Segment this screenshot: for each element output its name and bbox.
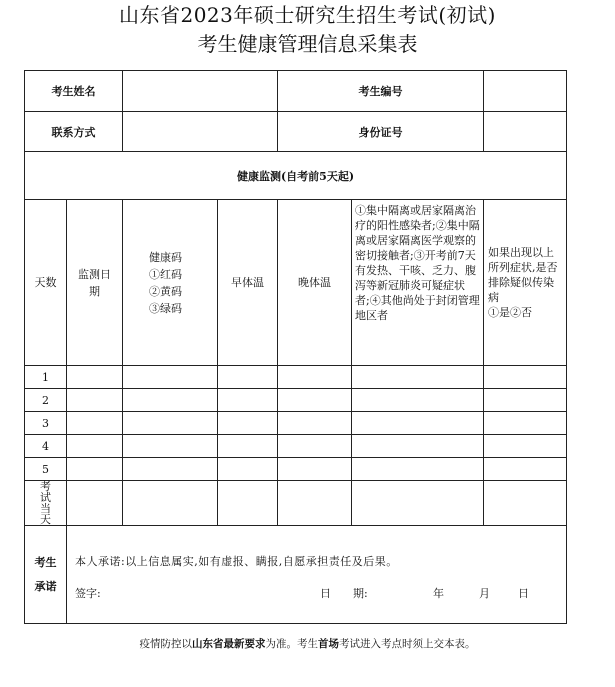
morning-temp-cell[interactable] — [218, 389, 278, 412]
exam-no-label: 考生编号 — [278, 71, 484, 112]
footer-note — [0, 636, 615, 651]
morning-temp-cell[interactable] — [218, 435, 278, 458]
row-day-label: 4 — [25, 435, 67, 458]
footer-text: 为准。考生 — [265, 638, 318, 650]
date-cell[interactable] — [67, 481, 123, 526]
contact-label: 联系方式 — [25, 112, 123, 152]
evening-temp-cell[interactable] — [278, 412, 352, 435]
status-cell[interactable] — [352, 435, 484, 458]
health-code-cell[interactable] — [123, 435, 218, 458]
health-info-table — [24, 70, 567, 624]
footer-text: 考试进入考点时须上交本表。 — [339, 638, 476, 650]
health-code-cell[interactable] — [123, 389, 218, 412]
health-code-cell[interactable] — [123, 458, 218, 481]
col-evening-temp: 晚体温 — [278, 200, 352, 366]
health-code-cell[interactable] — [123, 481, 218, 526]
col-morning-temp: 早体温 — [218, 200, 278, 366]
evening-temp-cell[interactable] — [278, 389, 352, 412]
row-day-label: 5 — [25, 458, 67, 481]
day-label: 日 — [518, 586, 529, 600]
morning-temp-cell[interactable] — [218, 412, 278, 435]
footer-emphasis: 首场 — [318, 638, 339, 650]
year-label: 年 — [433, 586, 444, 600]
symptoms-cell[interactable] — [484, 458, 567, 481]
footer-emphasis: 山东省最新要求 — [192, 638, 266, 650]
id-no-label: 身份证号 — [278, 112, 484, 152]
health-code-cell[interactable] — [123, 366, 218, 389]
id-no-field[interactable] — [484, 112, 567, 152]
status-cell[interactable] — [352, 458, 484, 481]
exam-no-field[interactable] — [484, 71, 567, 112]
name-field[interactable] — [123, 71, 278, 112]
symptoms-cell[interactable] — [484, 435, 567, 458]
form-title: 山东省2023年硕士研究生招生考试(初试) — [118, 3, 496, 27]
date-cell[interactable] — [67, 412, 123, 435]
row-day-label: 3 — [25, 412, 67, 435]
name-label: 考生姓名 — [25, 71, 123, 112]
status-cell[interactable] — [352, 412, 484, 435]
row-day-label: 1 — [25, 366, 67, 389]
footer-text: 疫情防控以 — [139, 638, 192, 650]
col-status: ①集中隔离或居家隔离治疗的阳性感染者;②集中隔离或居家隔离医学观察的密切接触者;③开考前7天有发热、干咳、乏力、腹泻等新冠肺炎可疑症状者;④其他尚处于封闭管理地区者 — [352, 200, 484, 366]
row-day-label: 2 — [25, 389, 67, 412]
status-cell[interactable] — [352, 481, 484, 526]
form-subtitle: 考生健康管理信息采集表 — [197, 32, 418, 56]
evening-temp-cell[interactable] — [278, 366, 352, 389]
status-cell[interactable] — [352, 366, 484, 389]
evening-temp-cell[interactable] — [278, 458, 352, 481]
symptoms-cell[interactable] — [484, 366, 567, 389]
month-label: 月 — [479, 586, 490, 600]
monitor-header: 健康监测(自考前5天起) — [25, 152, 567, 200]
col-symptoms: 如果出现以上所列症状,是否排除疑似传染病 ①是②否 — [484, 200, 567, 366]
col-health-code: 健康码 ①红码 ②黄码 ③绿码 — [123, 200, 218, 366]
status-cell[interactable] — [352, 389, 484, 412]
symptoms-cell[interactable] — [484, 481, 567, 526]
evening-temp-cell[interactable] — [278, 435, 352, 458]
sign-label[interactable]: 签字: — [75, 586, 101, 600]
morning-temp-cell[interactable] — [218, 366, 278, 389]
morning-temp-cell[interactable] — [218, 481, 278, 526]
evening-temp-cell[interactable] — [278, 481, 352, 526]
col-day: 天数 — [25, 200, 67, 366]
pledge-area — [67, 526, 567, 624]
date-label[interactable]: 日 期: — [320, 586, 368, 600]
health-code-cell[interactable] — [123, 412, 218, 435]
contact-field[interactable] — [123, 112, 278, 152]
date-cell[interactable] — [67, 458, 123, 481]
col-date: 监测日期 — [67, 200, 123, 366]
symptoms-cell[interactable] — [484, 389, 567, 412]
row-exam-day-label: 考试当天 — [25, 481, 67, 526]
pledge-label: 考生承诺 — [25, 526, 67, 624]
symptoms-cell[interactable] — [484, 412, 567, 435]
date-cell[interactable] — [67, 435, 123, 458]
sign-row — [75, 585, 558, 601]
date-cell[interactable] — [67, 389, 123, 412]
date-cell[interactable] — [67, 366, 123, 389]
morning-temp-cell[interactable] — [218, 458, 278, 481]
pledge-text: 本人承诺:以上信息属实,如有虚报、瞒报,自愿承担责任及后果。 — [75, 554, 398, 568]
